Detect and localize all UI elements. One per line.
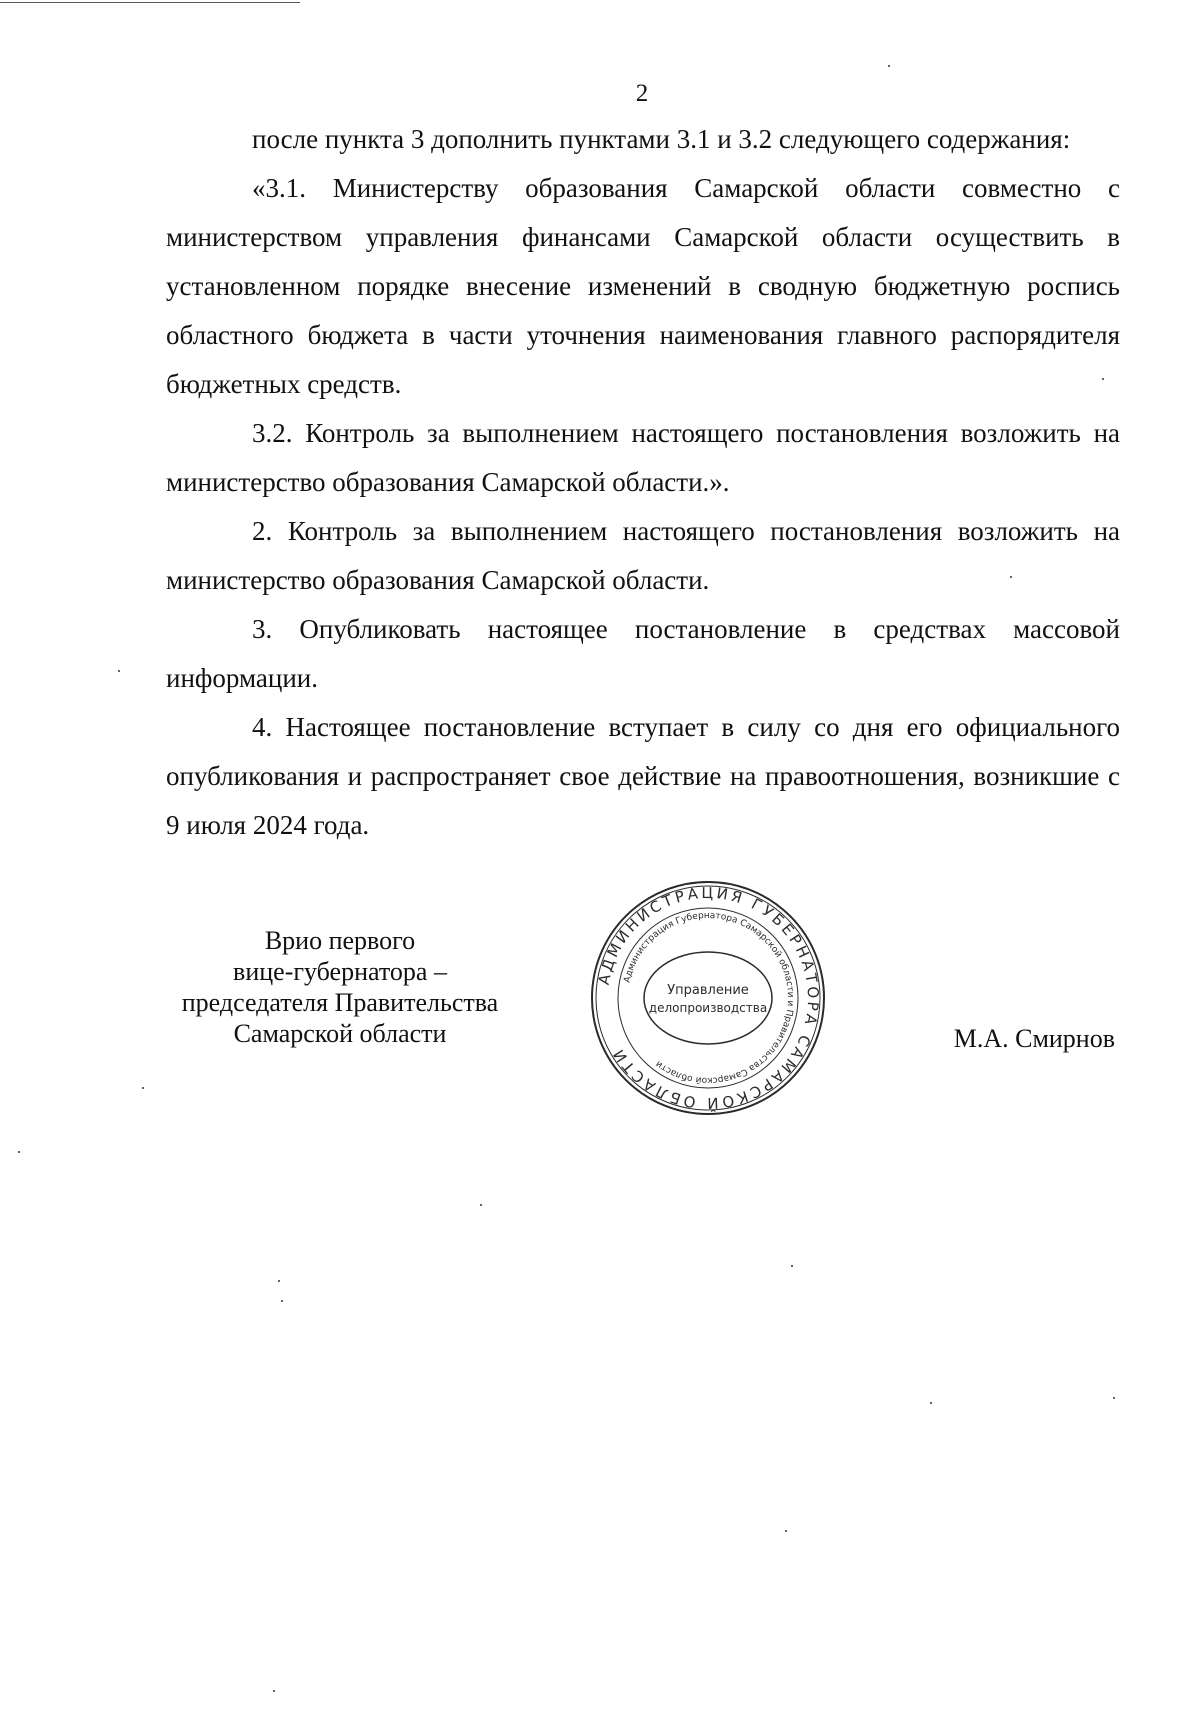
signer-name: М.А. Смирнов	[953, 1024, 1115, 1053]
scan-speck	[18, 1151, 20, 1153]
top-edge-rule	[0, 2, 300, 3]
scan-speck	[281, 1300, 283, 1302]
svg-text:делопроизводства: делопроизводства	[648, 1001, 768, 1015]
position-line: Самарской области	[233, 1019, 447, 1048]
paragraph-3: 3. Опубликовать настоящее постановление в средствах массовой информации.	[166, 614, 1120, 693]
scan-speck	[1113, 1397, 1115, 1399]
position-line: Врио первого	[264, 926, 416, 955]
paragraph-3-1: «3.1. Министерству образования Самарской области совместно с министерством управления финансами Самарской области осуществить в установленном порядке внесение изменений в сводную бюджетную роспись областного бюджета в части уточнения наименования главного распорядителя бюджетных средств.	[166, 173, 1120, 399]
scan-speck	[785, 1530, 787, 1532]
scan-speck	[278, 1280, 280, 1282]
paragraph-3-2: 3.2. Контроль за выполнением настоящего постановления возложить на министерство образования Самарской области.».	[166, 418, 1120, 497]
position-line: вице-губернатора –	[233, 957, 447, 986]
page-number: 2	[635, 80, 649, 107]
scan-speck	[480, 1204, 482, 1206]
scan-speck	[142, 1087, 144, 1089]
scan-speck	[118, 670, 120, 672]
scan-speck	[791, 1265, 793, 1267]
paragraph-intro: после пункта 3 дополнить пунктами 3.1 и 3.2 следующего содержания:	[252, 124, 1071, 154]
scan-speck	[888, 65, 890, 67]
scan-speck	[1102, 378, 1104, 380]
svg-text:Администрация Губернатора Сама: Администрация Губернатора Самарской области и Правительства Самарской области	[622, 910, 796, 1086]
document-body	[166, 115, 1120, 850]
scan-speck	[273, 1690, 275, 1692]
signatory-position	[160, 925, 520, 1049]
svg-text:АДМИНИСТРАЦИЯ ГУБЕРНАТОРА САМА: АДМИНИСТРАЦИЯ ГУБЕРНАТОРА САМАРСКОЙ ОБЛАСТИ	[594, 883, 823, 1113]
seal-icon	[588, 878, 828, 1118]
paragraph-2: 2. Контроль за выполнением настоящего постановления возложить на министерство образования Самарской области.	[166, 516, 1120, 595]
paragraph-4: 4. Настоящее постановление вступает в силу со дня его официального опубликования и распространяет свое действие на правоотношения, возникшие с 9 июля 2024 года.	[166, 712, 1120, 840]
svg-text:Управление: Управление	[667, 983, 749, 998]
position-line: председателя Правительства	[181, 988, 499, 1017]
scan-speck	[1010, 576, 1012, 578]
official-seal	[588, 878, 828, 1118]
scan-speck	[930, 1402, 932, 1404]
